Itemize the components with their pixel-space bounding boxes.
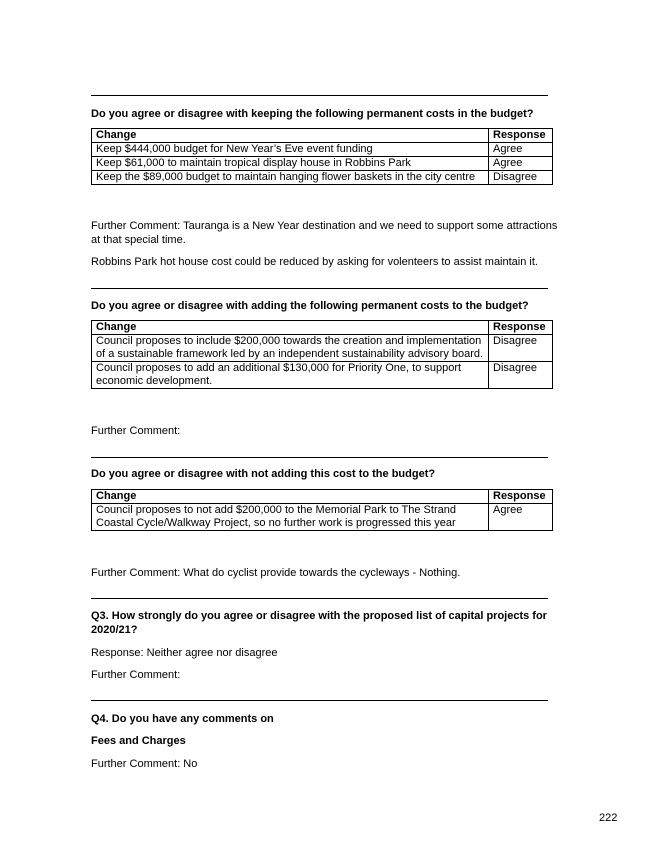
table-row [92,362,553,389]
table-row [92,157,553,171]
q3-response: Response: Neither agree nor disagree [91,647,278,659]
section-divider [91,598,548,599]
column-header-response: Response [489,129,553,143]
further-comment: Further Comment: What do cyclist provide towards the cycleways - Nothing. [91,567,461,579]
section-divider [91,288,548,289]
table-row [92,143,553,157]
q4-heading: Q4. Do you have any comments on [91,713,274,725]
change-cell: Council proposes to not add $200,000 to the Memorial Park to The Strand Coastal Cycle/Walkway Project, so no further work is progressed this year [92,504,489,531]
column-header-change: Change [92,129,489,143]
column-header-response: Response [489,321,553,335]
response-table [91,128,553,185]
change-cell: Keep the $89,000 budget to maintain hanging flower baskets in the city centre [92,171,489,185]
question-heading: Do you agree or disagree with not adding this cost to the budget? [91,468,436,480]
q3-heading: Q3. How strongly do you agree or disagree with the proposed list of capital projects for 2020/21? [91,610,547,636]
q3-further-comment: Further Comment: [91,669,181,681]
q4-further-comment: Further Comment: No [91,758,198,770]
question-heading: Do you agree or disagree with adding the following permanent costs to the budget? [91,300,529,312]
table-row [92,171,553,185]
change-cell: Council proposes to include $200,000 towards the creation and implementation of a sustainable framework led by an independent sustainability advisory board. [92,335,489,362]
change-cell: Keep $61,000 to maintain tropical display house in Robbins Park [92,157,489,171]
section-divider [91,95,548,96]
section-divider [91,457,548,458]
response-cell: Agree [489,157,553,171]
table-row [92,335,553,362]
column-header-response: Response [489,490,553,504]
further-comment: Further Comment: Tauranga is a New Year destination and we need to support some attractions at that special time. [91,220,558,246]
response-cell: Agree [489,504,553,531]
column-header-change: Change [92,490,489,504]
table-header-row [92,490,553,504]
section-divider [91,700,548,701]
response-cell: Disagree [489,171,553,185]
further-comment-continued: Robbins Park hot house cost could be reduced by asking for volenteers to assist maintain it. [91,256,538,268]
table-header-row [92,321,553,335]
response-cell: Disagree [489,335,553,362]
response-cell: Agree [489,143,553,157]
page-number: 222 [599,812,618,824]
response-table [91,320,553,389]
column-header-change: Change [92,321,489,335]
further-comment: Further Comment: [91,425,181,437]
table-row [92,504,553,531]
question-heading: Do you agree or disagree with keeping the following permanent costs in the budget? [91,108,534,120]
change-cell: Council proposes to add an additional $130,000 for Priority One, to support economic development. [92,362,489,389]
change-cell: Keep $444,000 budget for New Year’s Eve event funding [92,143,489,157]
response-cell: Disagree [489,362,553,389]
response-table [91,489,553,531]
q4-subheading: Fees and Charges [91,735,186,747]
table-header-row [92,129,553,143]
